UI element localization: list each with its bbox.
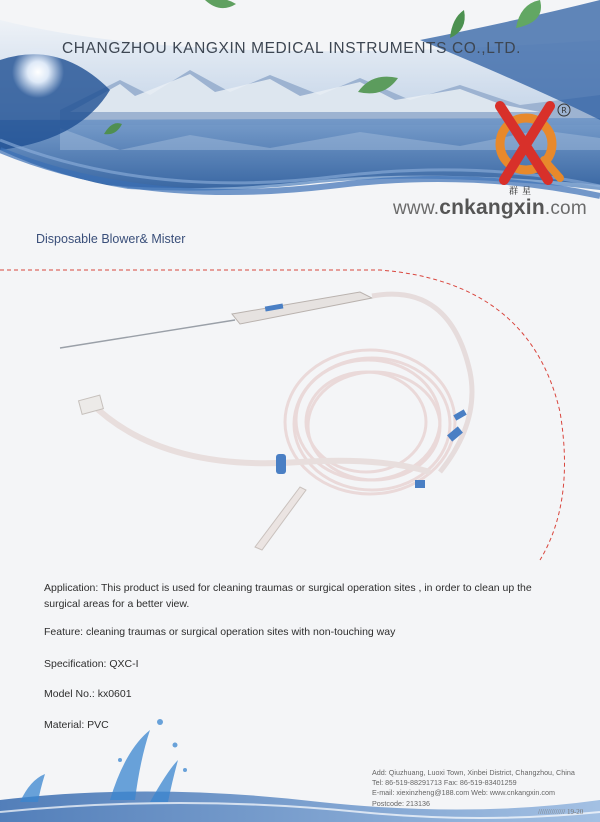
contact-postcode: Postcode: 213136 bbox=[372, 798, 430, 808]
website-url bbox=[393, 196, 587, 220]
material-text: Material: PVC bbox=[44, 719, 109, 731]
company-name: CHANGZHOU KANGXIN MEDICAL INSTRUMENTS CO.,LTD. bbox=[62, 40, 522, 57]
website-domain: cnkangxin bbox=[439, 196, 545, 219]
contact-tel-fax: Tel: 86-519-88291713 Fax: 86-519-83401259 bbox=[372, 778, 517, 788]
kangxin-logo-icon bbox=[488, 100, 574, 196]
product-image bbox=[0, 262, 600, 562]
application-text: Application: This product is used for cleaning traumas or surgical operation sites , in order to clean up the surgical areas for a better view. bbox=[44, 582, 532, 610]
contact-info bbox=[372, 768, 575, 809]
logo-text: 群星 bbox=[509, 186, 536, 196]
svg-text:R: R bbox=[561, 106, 567, 115]
product-title: Disposable Blower& Mister bbox=[36, 232, 186, 246]
website-suffix: .com bbox=[544, 198, 587, 219]
feature-text: Feature: cleaning traumas or surgical operation sites with non-touching way bbox=[44, 626, 396, 638]
contact-email-web: E-mail: xiexinzheng@188.com Web: www.cnkangxin.com bbox=[372, 788, 555, 798]
model-text: Model No.: kx0601 bbox=[44, 688, 132, 700]
specification-text: Specification: QXC-I bbox=[44, 658, 139, 670]
contact-address: Add: Qiuzhuang, Luoxi Town, Xinbei District, Changzhou, China bbox=[372, 768, 575, 777]
page-number: ////////////// 19-20 bbox=[538, 808, 584, 816]
website-prefix: www. bbox=[393, 198, 440, 219]
